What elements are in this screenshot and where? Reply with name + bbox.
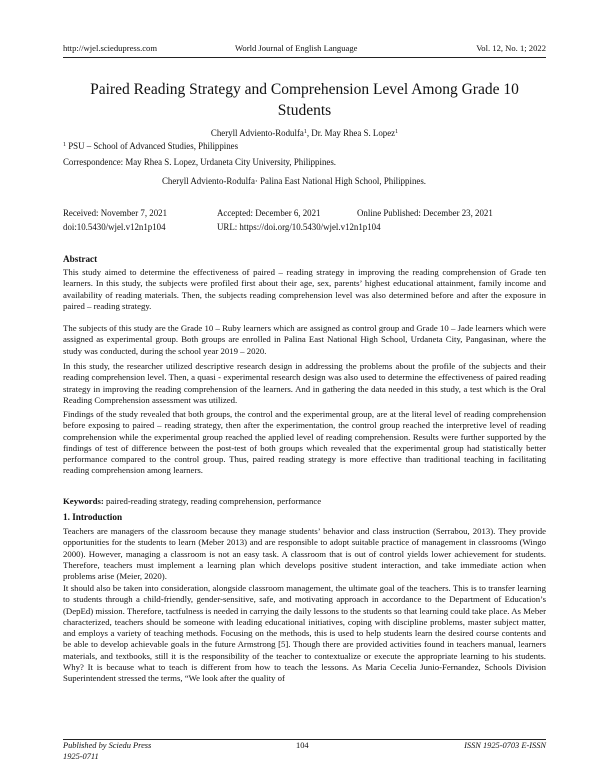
- paper-title: Paired Reading Strategy and Comprehension Level Among Grade 10 Students: [90, 81, 519, 119]
- accepted-date: Accepted: December 6, 2021: [217, 208, 321, 218]
- keywords: [63, 496, 546, 507]
- doi-line: [63, 222, 546, 234]
- author-1: Cheryll Adviento-Rodulfa: [210, 128, 304, 138]
- doi-url[interactable]: URL: https://doi.org/10.5430/wjel.v12n1p104: [217, 222, 381, 232]
- abstract-paragraph-3: In this study, the researcher utilized descriptive research design in addressing the problems about the profile of the subjects and their reading comprehension level. Then, a quasi - experimental research design was also used to determine the effectiveness of paired reading strategy in improving the reading comprehension of the learners. And in gathering the data needed in this study, a test which is the Oral Reading Comprehension assessment was utilized.: [63, 361, 546, 405]
- affiliation-mark: 1: [63, 142, 66, 148]
- abstract-paragraph-1: This study aimed to determine the effectiveness of paired – reading strategy in improving the reading comprehension of Grade ten learners. In this study, the subjects were profiled first about their age, sex, parents’ highest educational attainment, family income and availability of reading materials. Then, the subjects reading comprehension level was also determined before and after the exposure in paired – reading strategy.: [63, 267, 546, 311]
- running-header: [63, 43, 546, 55]
- publisher: Published by Sciedu Press: [63, 741, 152, 750]
- page-footer: [63, 741, 546, 753]
- abstract-paragraph-2: The subjects of this study are the Grade 10 – Ruby learners which are assigned as control group and Grade 10 – Jade learners which were assigned as experimental group. Both groups are enrolled in Palina East National High School, Urdaneta City, Pangasinan, where the study was conducted, during the school year 2019 – 2020.: [63, 323, 546, 356]
- author-1-affiliation-mark: 1: [303, 129, 307, 135]
- journal-url[interactable]: http://wjel.sciedupress.com: [63, 43, 158, 53]
- keywords-label: Keywords:: [63, 496, 104, 506]
- author-2-affiliation-mark: 1: [395, 129, 399, 135]
- affiliation: [63, 141, 546, 151]
- abstract-paragraph-4: Findings of the study revealed that both groups, the control and the experimental group, are at the literal level of reading comprehension before exposing to paired – reading strategy, then after the experimentation, the control group reached the interpretive level of reading comprehension while the experimental group reached the applied level of reading comprehension. Results were further supported by the findings of test of difference between the post-test of both groups which revealed that the experimental group had statistically better performance compared to the control group. Thus, paired reading strategy is more effective than traditional teaching in facilitating reading comprehension among learners.: [63, 409, 546, 476]
- journal-name: World Journal of English Language: [235, 43, 358, 53]
- header-rule: [63, 57, 546, 58]
- issn: ISSN 1925-0703 E-ISSN: [464, 741, 546, 750]
- introduction-paragraph-1: Teachers are managers of the classroom because they manage students’ behavior and class instruction (Serrabou, 2013). They provide opportunities for the students to learn (Meber 2013) and are responsible to adopt suitable practice of management in classrooms (Wingo 2000). However, managing a classroom is not an easy task. A classroom that is out of control yields lower achievement for students. Therefore, teachers must implement a learning plan which develops positive student interaction, and take immediate action when problems arise (Meier, 2020).: [63, 526, 546, 582]
- author-line: [63, 128, 546, 138]
- abstract-heading: Abstract: [63, 254, 98, 264]
- volume-info: Vol. 12, No. 1; 2022: [476, 43, 546, 53]
- correspondence-line-2: Cheryll Adviento-Rodulfa· Palina East National High School, Philippines.: [162, 176, 427, 186]
- page-number: 104: [296, 741, 309, 750]
- author-2: , Dr. May Rhea S. Lopez: [306, 128, 396, 138]
- introduction-heading: 1. Introduction: [63, 512, 123, 522]
- footer-rule: [63, 739, 546, 740]
- doi[interactable]: doi:10.5430/wjel.v12n1p104: [63, 222, 166, 232]
- keywords-text: paired-reading strategy, reading comprehension, performance: [103, 496, 322, 506]
- received-date: Received: November 7, 2021: [63, 208, 168, 218]
- eissn: 1925-0711: [63, 752, 99, 761]
- published-date: Online Published: December 23, 2021: [357, 208, 493, 218]
- publication-dates: [63, 208, 546, 220]
- correspondence-line-1: Correspondence: May Rhea S. Lopez, Urdaneta City University, Philippines.: [63, 157, 337, 167]
- introduction-paragraph-2: It should also be taken into consideration, alongside classroom management, the ultimate goal of the teachers. This is to transfer learning to students through a child-friendly, gender-sensitive, safe, and motivating approach in accordance to the Department of Education’s (DepEd) mission. Therefore, tactfulness is needed in carrying the daily lessons to the students so that learning could take place. As Meber characterized, teachers should be someone with leading educational initiatives, coping with discipline problems, master subject matter, and employs a variety of teaching methods. Focusing on the methods, this is used to help students learn the desired course contents and be able to develop achievable goals in the future Armstrong [5]. Though there are provided activities found in teachers manual, learners materials, and textbooks, still it is the responsibility of the teacher to contextualize or execute the appropriate learning to his students. Why? It is because what to teach is different from how to teach the lessons. As Maria Cecelia Junio-Fernandez, Schools Division Superintendent stressed the terms, “We look after the quality of: [63, 583, 546, 684]
- affiliation-text: PSU – School of Advanced Studies, Philippines: [66, 141, 239, 151]
